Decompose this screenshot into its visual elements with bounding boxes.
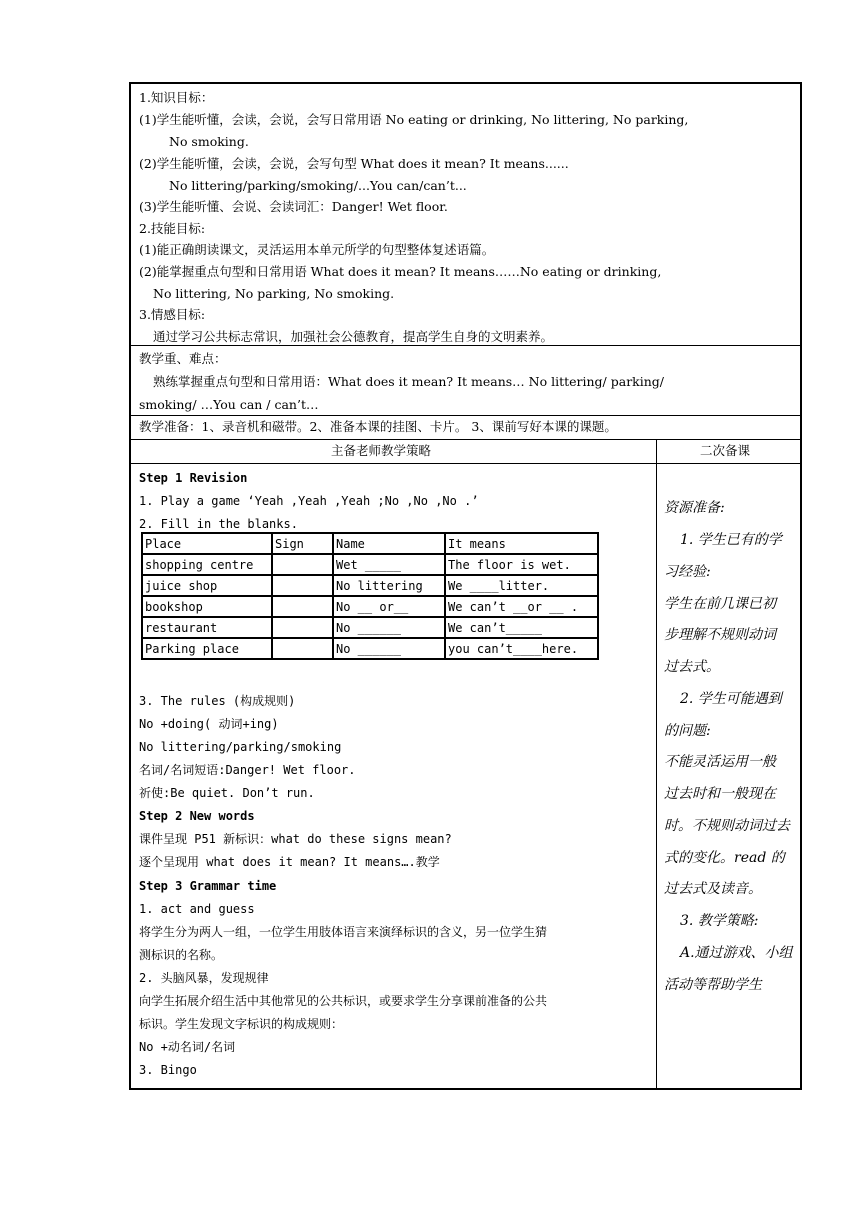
table-row [142, 638, 598, 659]
table-cell: Place [142, 533, 272, 554]
step-item: 逐个呈现用 what does it mean? It means….教学 [139, 855, 440, 869]
column-divider [656, 440, 657, 1088]
table-cell: you can’t____here. [445, 638, 598, 659]
side-note: 的问题: [664, 723, 711, 739]
objective-text: (1)能正确朗读课文，灵活运用本单元所学的句型整体复述语篇。 [139, 242, 495, 257]
side-note: 活动等帮助学生 [664, 977, 762, 993]
table-cell: We ____litter. [445, 575, 598, 596]
key-points-section [131, 346, 800, 416]
table-cell: No ______ [333, 638, 445, 659]
table-cell [272, 596, 333, 617]
table-cell: No ______ [333, 617, 445, 638]
step-item: No +动名词/名词 [139, 1040, 236, 1054]
main-strategy-header: 主备老师教学策略 [331, 443, 432, 458]
second-prep-header: 二次备课 [700, 443, 751, 458]
table-cell [272, 554, 333, 575]
side-note: 过去式及读音。 [664, 881, 762, 897]
side-note: 习经验: [664, 564, 711, 580]
fill-blanks-table [141, 532, 599, 660]
table-cell: We can’t_____ [445, 617, 598, 638]
table-row [142, 575, 598, 596]
objectives-heading: 2.技能目标: [139, 221, 206, 236]
objective-text: No littering, No parking, No smoking. [153, 286, 395, 301]
side-note: A.通过游戏、小组 [680, 945, 793, 961]
step-heading: Step 2 New words [139, 809, 255, 823]
objective-text: 通过学习公共标志常识，加强社会公德教育，提高学生自身的文明素养。 [153, 329, 554, 344]
objectives-heading: 3.情感目标: [139, 307, 206, 322]
objective-text: (2)能掌握重点句型和日常用语 What does it mean? It means……No eating or drinking, [139, 264, 662, 279]
side-note: 学生在前几课已初 [664, 596, 776, 612]
key-points-text: smoking/ …You can / can’t… [139, 397, 319, 412]
objective-text: (3)学生能听懂、会说、会读词汇：Danger! Wet floor. [139, 199, 448, 214]
table-cell [272, 638, 333, 659]
step-heading: Step 3 Grammar time [139, 879, 277, 893]
table-cell: Parking place [142, 638, 272, 659]
side-note: 资源准备: [664, 500, 725, 516]
table-cell: We can’t __or __ . [445, 596, 598, 617]
side-note: 1. 学生已有的学 [680, 532, 782, 548]
side-note: 式的变化。read 的 [664, 850, 785, 866]
table-header-row [142, 533, 598, 554]
step-item: 3. The rules (构成规则) [139, 694, 296, 708]
step-item: 1. act and guess [139, 902, 255, 916]
table-cell: Wet _____ [333, 554, 445, 575]
step-item: 3. Bingo [139, 1063, 197, 1077]
step-item: 祈使:Be quiet. Don’t run. [139, 786, 315, 800]
step-item: 测标识的名称。 [139, 948, 224, 962]
objective-text: (1)学生能听懂，会读，会说，会写日常用语 No eating or drinking, No littering, No parking, [139, 112, 689, 127]
table-cell: Name [333, 533, 445, 554]
table-cell: restaurant [142, 617, 272, 638]
table-cell: shopping centre [142, 554, 272, 575]
table-cell: bookshop [142, 596, 272, 617]
step-item: 标识。学生发现文字标识的构成规则： [139, 1017, 344, 1031]
step-item: No littering/parking/smoking [139, 740, 342, 754]
objective-text: No littering/parking/smoking/...You can/can’t... [169, 178, 467, 193]
side-note: 不能灵活运用一般 [664, 754, 776, 770]
lesson-plan-table [129, 82, 802, 1090]
objective-text: (2)学生能听懂，会读，会说，会写句型 What does it mean? It means...... [139, 156, 569, 171]
key-points-text: 熟练掌握重点句型和日常用语：What does it mean? It means… No littering/ parking/ [153, 374, 665, 389]
table-cell: The floor is wet. [445, 554, 598, 575]
table-cell: juice shop [142, 575, 272, 596]
side-note: 过去时和一般现在 [664, 786, 776, 802]
table-cell: It means [445, 533, 598, 554]
step-item: 2. Fill in the blanks. [139, 517, 298, 531]
step-item: No +doing( 动词+ing) [139, 717, 279, 731]
side-note: 3. 教学策略: [680, 913, 759, 929]
objectives-heading: 1.知识目标： [139, 90, 214, 105]
objectives-section [131, 84, 800, 346]
column-headers [131, 440, 800, 464]
table-row [142, 617, 598, 638]
step-item: 2. 头脑风暴，发现规律 [139, 971, 269, 985]
side-note: 步理解不规则动词 [664, 627, 776, 643]
table-cell: No __ or__ [333, 596, 445, 617]
preparation-text: 教学准备：1、录音机和磁带。2、准备本课的挂图、卡片。 3、课前写好本课的课题。 [139, 419, 617, 434]
preparation-section [131, 416, 800, 440]
side-note: 时。不规则动词过去 [664, 818, 790, 834]
step-item: 名词/名词短语:Danger! Wet floor. [139, 763, 356, 777]
table-cell: No littering [333, 575, 445, 596]
step-item: 1. Play a game ‘Yeah ,Yeah ,Yeah ;No ,No ,No .’ [139, 494, 479, 508]
step-item: 将学生分为两人一组，一位学生用肢体语言来演绎标识的含义，另一位学生猜 [139, 925, 548, 939]
table-cell [272, 617, 333, 638]
objective-text: No smoking. [169, 134, 249, 149]
table-cell: Sign [272, 533, 333, 554]
step-item: 课件呈现 P51 新标识：what do these signs mean? [139, 832, 452, 846]
table-row [142, 554, 598, 575]
side-note: 过去式。 [664, 659, 720, 675]
step-item: 向学生拓展介绍生活中其他常见的公共标识，或要求学生分享课前准备的公共 [139, 994, 548, 1008]
table-cell [272, 575, 333, 596]
table-row [142, 596, 598, 617]
side-note: 2. 学生可能遇到 [680, 691, 782, 707]
step-heading: Step 1 Revision [139, 471, 248, 485]
key-points-heading: 教学重、难点： [139, 351, 227, 366]
